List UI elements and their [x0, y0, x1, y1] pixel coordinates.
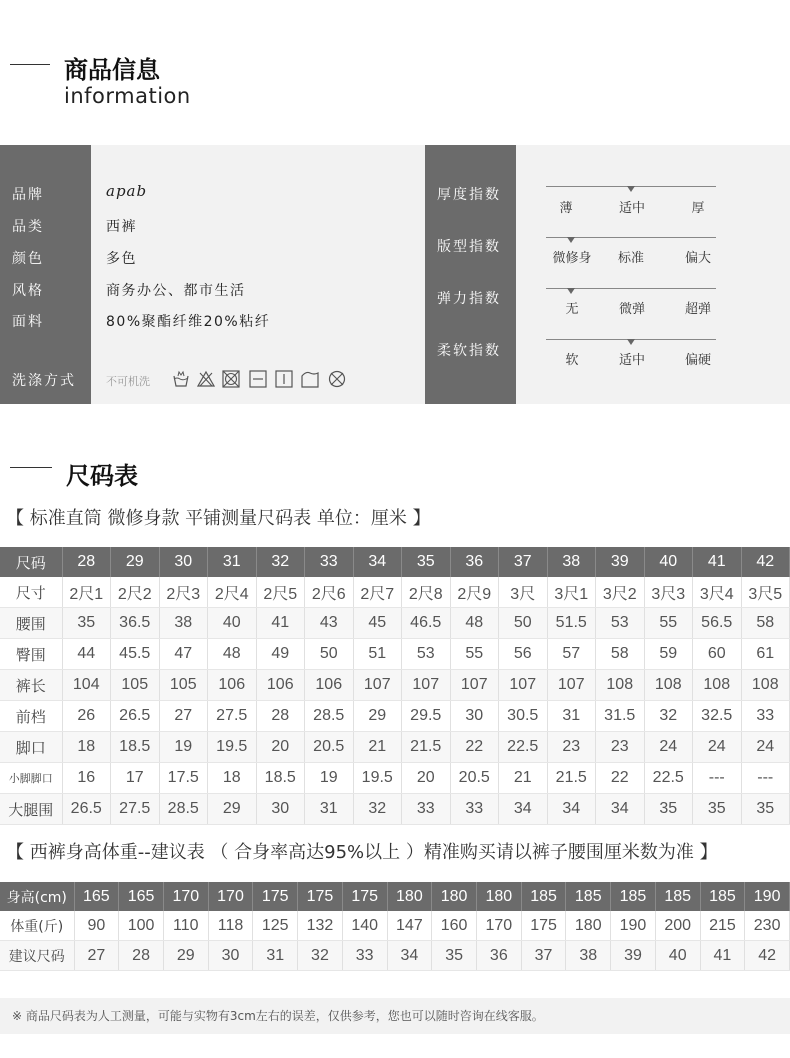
size-header-cell: 39 — [596, 547, 645, 577]
size-cell: 50 — [499, 608, 548, 639]
size-cell: 28.5 — [305, 701, 354, 732]
size-cell: 26.5 — [62, 794, 111, 825]
size-cell: 28 — [256, 701, 305, 732]
label-color: 颜色 — [12, 251, 44, 267]
size-cell: 108 — [741, 670, 790, 701]
size-cell: 48 — [450, 608, 499, 639]
size-cell: 20 — [402, 763, 451, 794]
size-cell: 17 — [111, 763, 160, 794]
recommend-row-label: 建议尺码 — [0, 941, 74, 971]
size-header-cell: 33 — [305, 547, 354, 577]
size-cell: 21 — [353, 732, 402, 763]
size-cell: 107 — [547, 670, 596, 701]
size-cell: 2尺4 — [208, 577, 257, 608]
product-info-subtitle: information — [64, 84, 191, 108]
size-cell: 3尺 — [499, 577, 548, 608]
size-table-row — [0, 639, 790, 670]
size-cell: 35 — [644, 794, 693, 825]
recommend-cell: 29 — [163, 941, 208, 971]
recommend-cell: 125 — [253, 911, 298, 941]
size-cell: 2尺7 — [353, 577, 402, 608]
size-cell: 107 — [402, 670, 451, 701]
recommend-cell: 110 — [163, 911, 208, 941]
size-cell: 31.5 — [596, 701, 645, 732]
size-cell: 104 — [62, 670, 111, 701]
height-cell: 180 — [387, 882, 432, 911]
size-header-cell: 41 — [693, 547, 742, 577]
size-cell: 19 — [159, 732, 208, 763]
size-cell: 2尺1 — [62, 577, 111, 608]
size-cell: 30.5 — [499, 701, 548, 732]
size-cell: 51 — [353, 639, 402, 670]
no-dry-clean-icon — [328, 370, 346, 388]
size-cell: 46.5 — [402, 608, 451, 639]
size-cell: 22.5 — [644, 763, 693, 794]
thickness-option-medium: 适中 — [618, 201, 645, 216]
size-table-row — [0, 577, 790, 608]
flat-dry-icon — [249, 370, 267, 388]
size-cell: 105 — [111, 670, 160, 701]
recommend-cell: 100 — [119, 911, 164, 941]
height-cell: 185 — [566, 882, 611, 911]
recommend-cell: 190 — [611, 911, 656, 941]
recommend-cell: 34 — [387, 941, 432, 971]
height-cell: 180 — [476, 882, 521, 911]
size-cell: 33 — [450, 794, 499, 825]
size-cell: 47 — [159, 639, 208, 670]
size-header-cell: 37 — [499, 547, 548, 577]
recommend-cell: 118 — [208, 911, 253, 941]
size-cell: 24 — [741, 732, 790, 763]
size-cell: 20 — [256, 732, 305, 763]
size-cell: 108 — [596, 670, 645, 701]
value-fabric: 80%聚酯纤维20%粘纤 — [106, 314, 271, 330]
brand-logo: apab — [106, 182, 148, 200]
size-header-cell: 29 — [111, 547, 160, 577]
size-header-cell: 30 — [159, 547, 208, 577]
size-table-header-row — [0, 547, 790, 577]
size-table-row — [0, 763, 790, 794]
size-header-cell: 34 — [353, 547, 402, 577]
elasticity-option-slight: 微弹 — [618, 302, 645, 317]
size-cell: --- — [693, 763, 742, 794]
size-cell: 44 — [62, 639, 111, 670]
size-cell: 50 — [305, 639, 354, 670]
value-color: 多色 — [106, 251, 137, 267]
size-row-label: 腰围 — [0, 608, 62, 639]
recommend-cell: 40 — [655, 941, 700, 971]
size-cell: 56 — [499, 639, 548, 670]
size-cell: 18 — [208, 763, 257, 794]
fit-option-loose: 偏大 — [684, 251, 711, 266]
elasticity-marker — [567, 288, 575, 294]
size-cell: 29.5 — [402, 701, 451, 732]
recommend-cell: 33 — [342, 941, 387, 971]
no-bleach-icon — [197, 370, 215, 388]
recommend-cell: 170 — [476, 911, 521, 941]
label-fabric: 面料 — [12, 314, 44, 330]
size-cell: 49 — [256, 639, 305, 670]
size-cell: 22 — [450, 732, 499, 763]
no-tumble-dry-icon — [222, 370, 240, 388]
size-cell: 35 — [62, 608, 111, 639]
height-cell: 180 — [432, 882, 477, 911]
size-cell: 40 — [208, 608, 257, 639]
softness-option-medium: 适中 — [618, 353, 645, 368]
size-cell: 31 — [547, 701, 596, 732]
size-cell: 105 — [159, 670, 208, 701]
size-cell: 23 — [596, 732, 645, 763]
size-cell: 107 — [353, 670, 402, 701]
size-header-cell: 36 — [450, 547, 499, 577]
fit-index-label: 版型指数 — [437, 239, 501, 255]
recommend-cell: 31 — [253, 941, 298, 971]
size-cell: 30 — [450, 701, 499, 732]
size-cell: 55 — [450, 639, 499, 670]
thickness-marker — [627, 186, 635, 192]
size-cell: 29 — [353, 701, 402, 732]
size-row-label: 尺寸 — [0, 577, 62, 608]
size-cell: 22 — [596, 763, 645, 794]
size-cell: 61 — [741, 639, 790, 670]
size-header-cell: 35 — [402, 547, 451, 577]
size-cell: 24 — [644, 732, 693, 763]
value-category: 西裤 — [106, 219, 137, 235]
size-cell: 57 — [547, 639, 596, 670]
recommend-cell: 215 — [700, 911, 745, 941]
recommend-row-label: 体重(斤) — [0, 911, 74, 941]
height-cell: 175 — [342, 882, 387, 911]
recommend-table — [0, 882, 790, 971]
size-header-cell: 32 — [256, 547, 305, 577]
size-table-row — [0, 701, 790, 732]
recommend-cell: 175 — [521, 911, 566, 941]
recommend-cell: 230 — [745, 911, 790, 941]
elasticity-option-super: 超弹 — [684, 302, 711, 317]
thickness-option-thin: 薄 — [559, 201, 573, 216]
recommend-cell: 35 — [432, 941, 477, 971]
size-cell: 107 — [499, 670, 548, 701]
size-cell: 34 — [596, 794, 645, 825]
size-cell: 2尺2 — [111, 577, 160, 608]
size-cell: 45.5 — [111, 639, 160, 670]
size-cell: 18 — [62, 732, 111, 763]
size-cell: 32 — [353, 794, 402, 825]
recommend-table-title: 【 西裤身高体重--建议表 （ 合身率高达95%以上 ）精准购买请以裤子腰围厘米数为准 】 — [6, 842, 718, 863]
size-cell: 19.5 — [208, 732, 257, 763]
size-cell: 36.5 — [111, 608, 160, 639]
size-cell: 106 — [208, 670, 257, 701]
size-cell: 38 — [159, 608, 208, 639]
size-cell: 3尺1 — [547, 577, 596, 608]
recommend-cell: 30 — [208, 941, 253, 971]
size-row-label: 裤长 — [0, 670, 62, 701]
size-cell: 18.5 — [111, 732, 160, 763]
size-cell: 58 — [741, 608, 790, 639]
size-table-row — [0, 794, 790, 825]
size-cell: 30 — [256, 794, 305, 825]
size-cell: 35 — [693, 794, 742, 825]
size-table-row — [0, 608, 790, 639]
size-cell: 34 — [499, 794, 548, 825]
wash-text: 不可机洗 — [106, 375, 150, 388]
softness-option-soft: 软 — [565, 353, 579, 368]
size-header-cell: 42 — [741, 547, 790, 577]
label-wash: 洗涤方式 — [12, 373, 76, 389]
drip-dry-icon — [301, 370, 319, 388]
size-cell: 43 — [305, 608, 354, 639]
size-cell: 106 — [305, 670, 354, 701]
size-section-divider-line — [10, 467, 52, 468]
size-cell: 2尺5 — [256, 577, 305, 608]
size-cell: 31 — [305, 794, 354, 825]
recommend-cell: 41 — [700, 941, 745, 971]
size-cell: 3尺5 — [741, 577, 790, 608]
recommend-cell: 132 — [298, 911, 343, 941]
fit-option-slim: 微修身 — [552, 251, 592, 266]
size-cell: 3尺2 — [596, 577, 645, 608]
size-cell: 21 — [499, 763, 548, 794]
softness-marker — [627, 339, 635, 345]
size-cell: --- — [741, 763, 790, 794]
size-cell: 20.5 — [305, 732, 354, 763]
size-cell: 108 — [693, 670, 742, 701]
size-header-cell: 28 — [62, 547, 111, 577]
size-cell: 32 — [644, 701, 693, 732]
recommend-cell: 39 — [611, 941, 656, 971]
size-table-row — [0, 670, 790, 701]
size-cell: 56.5 — [693, 608, 742, 639]
size-cell: 27.5 — [111, 794, 160, 825]
recommend-cell: 147 — [387, 911, 432, 941]
size-row-label: 臀围 — [0, 639, 62, 670]
size-cell: 22.5 — [499, 732, 548, 763]
size-cell: 33 — [402, 794, 451, 825]
value-style: 商务办公、都市生活 — [106, 283, 246, 299]
size-cell: 27.5 — [208, 701, 257, 732]
size-cell: 51.5 — [547, 608, 596, 639]
size-cell: 20.5 — [450, 763, 499, 794]
softness-option-hard: 偏硬 — [684, 353, 711, 368]
size-cell: 107 — [450, 670, 499, 701]
height-cell: 185 — [655, 882, 700, 911]
size-row-label: 小脚脚口 — [0, 763, 62, 794]
size-cell: 16 — [62, 763, 111, 794]
hand-wash-icon — [172, 370, 190, 388]
size-cell: 17.5 — [159, 763, 208, 794]
size-cell: 29 — [208, 794, 257, 825]
label-brand: 品牌 — [12, 187, 44, 203]
size-cell: 58 — [596, 639, 645, 670]
recommend-cell: 90 — [74, 911, 119, 941]
size-header-label: 尺码 — [0, 547, 62, 577]
height-cell: 185 — [611, 882, 656, 911]
size-header-cell: 38 — [547, 547, 596, 577]
size-table-row — [0, 732, 790, 763]
size-cell: 53 — [402, 639, 451, 670]
recommend-cell: 36 — [476, 941, 521, 971]
size-cell: 19.5 — [353, 763, 402, 794]
size-cell: 60 — [693, 639, 742, 670]
size-cell: 23 — [547, 732, 596, 763]
label-category: 品类 — [12, 219, 44, 235]
recommend-cell: 38 — [566, 941, 611, 971]
size-cell: 2尺9 — [450, 577, 499, 608]
size-cell: 34 — [547, 794, 596, 825]
height-header-label: 身高(cm) — [0, 882, 74, 911]
size-cell: 24 — [693, 732, 742, 763]
size-row-label: 前档 — [0, 701, 62, 732]
size-cell: 32.5 — [693, 701, 742, 732]
size-chart-title: 尺码表 — [66, 462, 138, 490]
recommend-cell: 180 — [566, 911, 611, 941]
size-cell: 35 — [741, 794, 790, 825]
size-cell: 21.5 — [402, 732, 451, 763]
height-cell: 190 — [745, 882, 790, 911]
height-cell: 185 — [700, 882, 745, 911]
size-cell: 108 — [644, 670, 693, 701]
disclaimer-note: ※ 商品尺码表为人工测量，可能与实物有3cm左右的误差，仅供参考，您也可以随时咨询在线客服。 — [0, 998, 790, 1034]
size-header-cell: 40 — [644, 547, 693, 577]
height-cell: 170 — [208, 882, 253, 911]
height-cell: 165 — [119, 882, 164, 911]
size-header-cell: 31 — [208, 547, 257, 577]
height-cell: 185 — [521, 882, 566, 911]
size-row-label: 脚口 — [0, 732, 62, 763]
recommend-cell: 140 — [342, 911, 387, 941]
size-cell: 33 — [741, 701, 790, 732]
recommend-cell: 32 — [298, 941, 343, 971]
thickness-index-label: 厚度指数 — [437, 187, 501, 203]
size-row-label: 大腿围 — [0, 794, 62, 825]
height-cell: 175 — [298, 882, 343, 911]
elasticity-index-label: 弹力指数 — [437, 291, 501, 307]
fit-option-standard: 标准 — [617, 251, 644, 266]
size-cell: 2尺6 — [305, 577, 354, 608]
size-cell: 19 — [305, 763, 354, 794]
size-cell: 21.5 — [547, 763, 596, 794]
label-style: 风格 — [12, 283, 44, 299]
product-info-title: 商品信息 — [64, 56, 160, 84]
size-cell: 28.5 — [159, 794, 208, 825]
size-cell: 48 — [208, 639, 257, 670]
thickness-option-thick: 厚 — [691, 201, 705, 216]
size-cell: 18.5 — [256, 763, 305, 794]
recommend-cell: 200 — [655, 911, 700, 941]
line-dry-icon — [275, 370, 293, 388]
height-cell: 165 — [74, 882, 119, 911]
recommend-cell: 160 — [432, 911, 477, 941]
size-cell: 26 — [62, 701, 111, 732]
size-cell: 3尺3 — [644, 577, 693, 608]
height-cell: 170 — [163, 882, 208, 911]
recommend-cell: 42 — [745, 941, 790, 971]
section-divider-line — [10, 64, 50, 65]
recommend-cell: 28 — [119, 941, 164, 971]
size-cell: 3尺4 — [693, 577, 742, 608]
recommend-table-row — [0, 911, 790, 941]
size-cell: 2尺8 — [402, 577, 451, 608]
size-table — [0, 547, 790, 825]
recommend-table-header-row — [0, 882, 790, 911]
fit-marker — [567, 237, 575, 243]
size-cell: 27 — [159, 701, 208, 732]
size-cell: 59 — [644, 639, 693, 670]
softness-index-label: 柔软指数 — [437, 343, 501, 359]
recommend-cell: 27 — [74, 941, 119, 971]
size-table-title: 【 标准直筒 微修身款 平铺测量尺码表 单位：厘米 】 — [6, 508, 431, 529]
size-cell: 45 — [353, 608, 402, 639]
recommend-cell: 37 — [521, 941, 566, 971]
size-cell: 55 — [644, 608, 693, 639]
height-cell: 175 — [253, 882, 298, 911]
size-cell: 41 — [256, 608, 305, 639]
elasticity-option-none: 无 — [565, 302, 579, 317]
size-cell: 2尺3 — [159, 577, 208, 608]
recommend-table-row — [0, 941, 790, 971]
size-cell: 53 — [596, 608, 645, 639]
size-cell: 106 — [256, 670, 305, 701]
size-cell: 26.5 — [111, 701, 160, 732]
